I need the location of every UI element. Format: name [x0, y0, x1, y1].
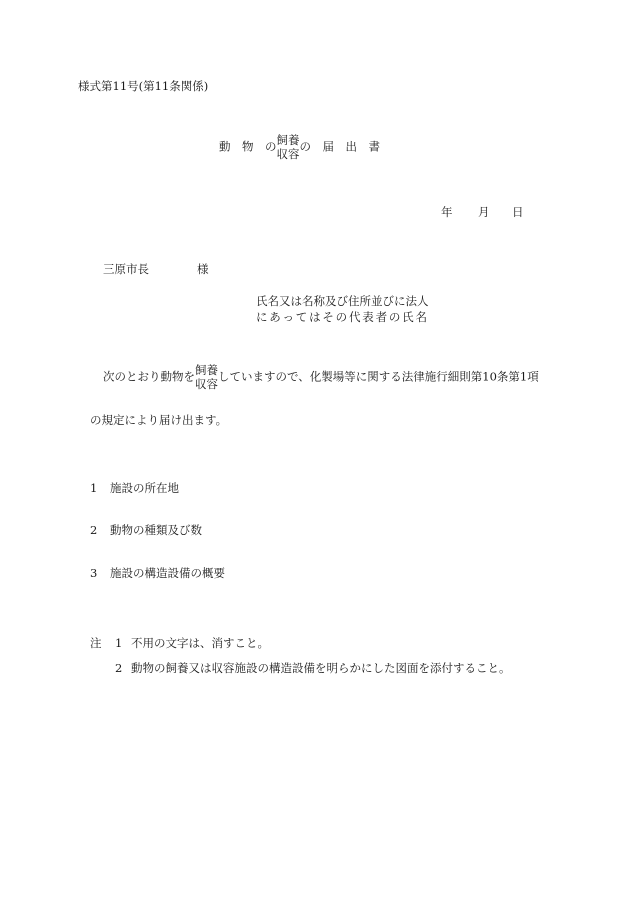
title-part1: 動 物 の: [219, 139, 277, 154]
note-1-number: 1: [115, 636, 123, 650]
body-after: していますので、化製場等に関する法律施行細則第10条第1項: [218, 369, 539, 384]
document-title: [219, 133, 380, 162]
title-options: [277, 133, 300, 162]
note-2-text: 動物の飼養又は収容施設の構造設備を明らかにした図面を添付すること。: [131, 661, 511, 675]
note-2-number: 2: [115, 661, 123, 675]
body-options: [195, 363, 218, 392]
body-before: 次のとおり動物を: [103, 369, 195, 384]
item-3: [90, 567, 225, 581]
item-2-number: 2: [90, 523, 98, 537]
applicant-label-line1: 氏名又は名称及び住所並びに法人: [256, 294, 429, 308]
item-2: [90, 524, 202, 538]
body-option-b: 収容: [195, 377, 218, 392]
title-part2: の 届 出 書: [299, 139, 380, 154]
body-option-a: 飼養: [195, 363, 218, 377]
note-2: [115, 662, 511, 676]
date-month: 月: [478, 205, 490, 219]
note-prefix: 注: [90, 636, 102, 650]
note-1-text: 不用の文字は、消すこと。: [131, 636, 269, 650]
date-year: 年: [441, 205, 453, 219]
title-option-a: 飼養: [276, 133, 300, 147]
item-1: [90, 482, 179, 496]
body-line2: の規定により届け出ます。: [90, 413, 228, 427]
addressee-honorific: 様: [197, 262, 209, 276]
item-3-number: 3: [90, 566, 98, 580]
body-line1: [103, 363, 539, 392]
addressee-name: 三原市長: [103, 262, 149, 276]
title-option-b: 収容: [276, 147, 300, 162]
item-1-number: 1: [90, 481, 98, 495]
date-day: 日: [512, 205, 524, 219]
item-3-label: 施設の構造設備の概要: [110, 566, 225, 580]
form-label: 様式第11号(第11条関係): [78, 79, 209, 93]
item-1-label: 施設の所在地: [110, 481, 179, 495]
item-2-label: 動物の種類及び数: [110, 523, 202, 537]
applicant-label-line2: にあってはその代表者の氏名: [256, 310, 429, 324]
note-1: [90, 637, 269, 651]
